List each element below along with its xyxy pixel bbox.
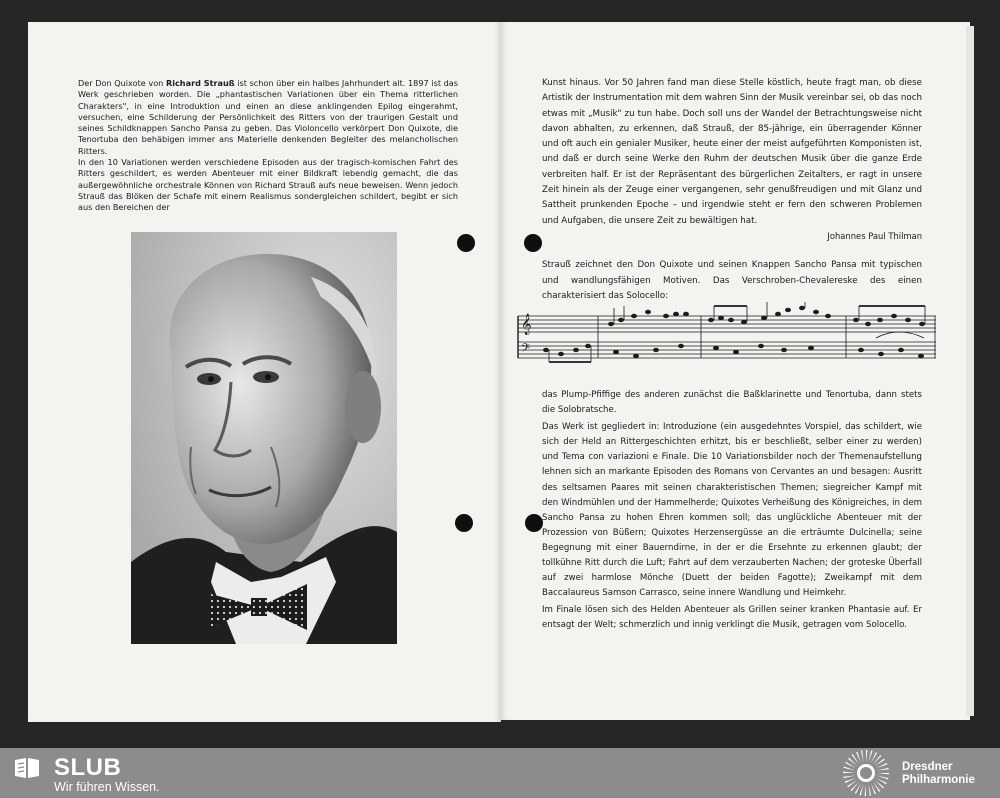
right-paragraph-2: Strauß zeichnet den Don Quixote und seinen Knappen Sancho Pansa mit typischen und wandlungsfähigen Motiven. Das Verschroben-Chevalereske des einen charakterisiert das Solocello: bbox=[542, 260, 922, 301]
library-name[interactable]: SLUB bbox=[54, 754, 122, 781]
library-slogan: Wir führen Wissen. bbox=[54, 780, 160, 794]
punch-hole-icon bbox=[455, 514, 473, 532]
right-paragraph-5: Im Finale lösen sich des Helden Abenteuer als Grillen seiner kranken Phantasie auf. Er entsagt der Welt; schmerzlich und innig verklingt die Musik, getragen vom Solocello. bbox=[542, 605, 922, 631]
philharmonie-logo-icon[interactable] bbox=[842, 749, 890, 797]
logo-ray bbox=[868, 751, 872, 763]
punch-hole-icon bbox=[525, 514, 543, 532]
logo-ray bbox=[845, 762, 856, 768]
logo-ray bbox=[876, 778, 887, 784]
svg-text:𝄞: 𝄞 bbox=[521, 314, 532, 335]
logo-ray bbox=[877, 773, 889, 774]
music-score-excerpt bbox=[516, 302, 938, 366]
author-signature: Johannes Paul Thilman bbox=[827, 230, 922, 241]
composer-name: Richard Strauß bbox=[165, 78, 235, 88]
right-paragraph-1: Kunst hinaus. Vor 50 Jahren fand man diese Stelle köstlich, heute fragt man, ob diese Artistik der Instrumentation mit dem wahren Sinn der Musik vereinbar sei, ob das noch etwas mit „Musik" zu tun habe. Doch soll uns der Wandel der Betrachtungsweise nicht davon abhalten, zu erkennen, daß Strauß, der 85-jährige, ein überragender Könner und oft auch ein genialer Musiker, heute einer der meist aufgeführten Komponisten ist, und daß er durch seine Werke den Ruhm der deutschen Musik über die ganze Erde verbreiten half. Er ist der Repräsentant des bürgerlichen Zeitalters, er ragt in unsere Zeit hinein als der Zeuge einer vergangenen, sehr genußfreudigen und mit Glanz und Sattheit prunkenden Epoche – und irgendwie steht er fern den schweren Problemen und Aufgaben, die unsere Zeit zu bewältigen hat. bbox=[542, 78, 922, 226]
punch-hole-icon bbox=[524, 234, 542, 252]
left-page bbox=[28, 22, 501, 722]
logo-ray bbox=[866, 750, 867, 762]
logo-ray bbox=[877, 768, 889, 771]
svg-text:𝄢: 𝄢 bbox=[521, 342, 531, 358]
logo-ray bbox=[860, 784, 864, 796]
slub-logo-icon[interactable] bbox=[14, 756, 40, 780]
right-paragraph-3: das Plump-Pfiffige des anderen zunächst die Baßklarinette und Tenortuba, dann stets die Solobratsche. bbox=[542, 390, 922, 416]
right-paragraph-4: Das Werk ist gegliedert in: Introduzione (ein ausgedehntes Vorspiel, das schildert, wie sich der Held an Rittergeschichten erhitzt, bis er beschließt, selber einer zu werden) und Tema con variazioni e Finale. Die 10 Variationsbilder noch der Themenaufstellung lehnen sich an markante Episoden des Romans von Cervantes an und besagen: Ausritt des seltsamen Paares mit seinen charakteristischen Themen; siegreicher Kampf mit den Windmühlen und der Hammelherde; Quixotes Verheißung des Königreiches, in dem Sancho Pansa zu hohen Ehren kommen soll; das unglückliche Abenteuer mit der Prozession von Büßern; Quixotes Herzensergüsse an die erträumte Dulcinella; seine Begegnung mit einer Bauerndirne, in der er die Ersehnte zu erkennen glaubt; der tollkühne Ritt durch die Luft; Fahrt auf dem verzauberten Nachen; der groteske Überfall auf zwei harmlose Mönche (Duett der beiden Fagotte); Zweikampf mit dem Baccalaureus Samson Carrasco, seine innere Wandlung und Heimkehr. bbox=[542, 422, 922, 599]
music-notation-image bbox=[516, 302, 938, 366]
partner-name-line2: Philharmonie bbox=[902, 774, 975, 786]
logo-ray bbox=[861, 750, 864, 762]
page-edge bbox=[966, 26, 974, 716]
right-page bbox=[501, 22, 970, 720]
logo-ray bbox=[868, 784, 871, 796]
logo-ray bbox=[855, 783, 861, 794]
right-page-text-top bbox=[542, 76, 922, 304]
intro-text: Der Don Quixote von bbox=[78, 78, 166, 88]
logo-ray bbox=[871, 752, 877, 763]
logo-ray bbox=[843, 772, 855, 773]
composer-portrait bbox=[131, 232, 397, 644]
left-paragraph-2: In den 10 Variationen werden verschiedene Episoden aus der tragisch-komischen Fahrt des Ritters geschildert, es werden Abenteuer mit einer Bildkraft lebendig gemacht, die das außergewöhnliche orchestrale Können von Richard Strauß aufs neue beweisen. Wenn jedoch Strauß das Blöken der Schafe mit einem Realismus sondergleichen schildert, begibt er sich aus den Bereichen der bbox=[78, 157, 458, 213]
logo-ray bbox=[843, 775, 855, 778]
left-page-text bbox=[78, 78, 458, 214]
logo-ray bbox=[865, 784, 866, 796]
portrait-image bbox=[131, 232, 397, 644]
footer-bar bbox=[0, 748, 1000, 798]
punch-hole-icon bbox=[457, 234, 475, 252]
logo-ray bbox=[844, 767, 856, 771]
right-page-text-bottom bbox=[542, 388, 922, 634]
intro-continuation: ist schon über ein halbes Jahrhundert alt. 1897 ist das Werk geschrieben worden. Die „phantastischen Variationen über ein Thema ritterlichen Charakters", in eine Introduktion und einen an diese anklingenden Epilog eingerahmt, versuchen, eine Schilderung der Persönlichkeit des Ritters von der traurigen Gestalt und seines Schildknappen Sancho Pansa zu geben. Das Violoncello verkörpert Don Quixote, die Tenortuba den behäbigen immer ans Materielle denkenden Begleiter des melancholischen Ritters. bbox=[78, 78, 459, 156]
partner-name-line1: Dresdner bbox=[902, 761, 953, 773]
partner-name[interactable] bbox=[902, 761, 975, 787]
logo-ray bbox=[877, 775, 889, 779]
left-paragraph-1 bbox=[78, 78, 458, 157]
